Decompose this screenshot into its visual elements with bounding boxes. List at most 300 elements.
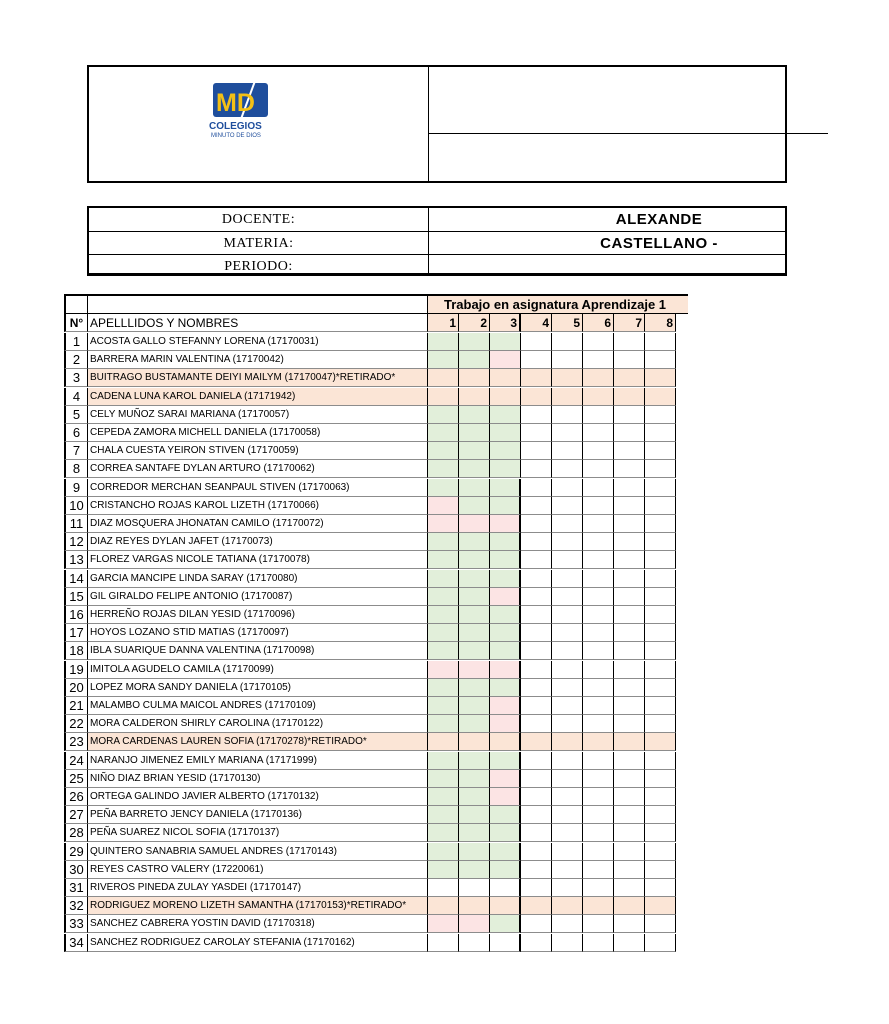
score-cell[interactable] bbox=[521, 624, 552, 642]
score-cell[interactable] bbox=[552, 497, 583, 515]
score-cell[interactable] bbox=[645, 715, 676, 733]
score-cell[interactable] bbox=[459, 679, 490, 697]
score-cell[interactable] bbox=[490, 424, 521, 442]
score-cell[interactable] bbox=[521, 369, 552, 387]
score-cell[interactable] bbox=[552, 806, 583, 824]
score-cell[interactable] bbox=[490, 715, 521, 733]
column-header-number[interactable]: N° bbox=[64, 314, 88, 332]
score-cell[interactable] bbox=[428, 824, 459, 842]
score-cell[interactable] bbox=[428, 679, 459, 697]
score-cell[interactable] bbox=[614, 388, 645, 406]
score-cell[interactable] bbox=[614, 879, 645, 897]
row-number[interactable]: 33 bbox=[64, 915, 88, 933]
score-cell[interactable] bbox=[583, 915, 614, 933]
score-cell[interactable] bbox=[521, 479, 552, 497]
row-number[interactable]: 8 bbox=[64, 460, 88, 478]
score-cell[interactable] bbox=[490, 661, 521, 679]
score-cell[interactable] bbox=[645, 824, 676, 842]
score-cell[interactable] bbox=[614, 679, 645, 697]
score-cell[interactable] bbox=[521, 588, 552, 606]
score-cell[interactable] bbox=[552, 788, 583, 806]
score-cell[interactable] bbox=[459, 661, 490, 679]
score-cell[interactable] bbox=[428, 897, 459, 915]
score-cell[interactable] bbox=[521, 424, 552, 442]
score-cell[interactable] bbox=[521, 697, 552, 715]
score-cell[interactable] bbox=[552, 624, 583, 642]
score-cell[interactable] bbox=[490, 460, 521, 478]
student-name[interactable]: CORREA SANTAFE DYLAN ARTURO (17170062) bbox=[88, 460, 428, 478]
score-cell[interactable] bbox=[490, 806, 521, 824]
score-cell[interactable] bbox=[428, 369, 459, 387]
row-number[interactable]: 15 bbox=[64, 588, 88, 606]
score-cell[interactable] bbox=[459, 588, 490, 606]
row-number[interactable]: 11 bbox=[64, 515, 88, 533]
score-cell[interactable] bbox=[583, 861, 614, 879]
score-cell[interactable] bbox=[552, 588, 583, 606]
score-cell[interactable] bbox=[583, 479, 614, 497]
score-cell[interactable] bbox=[521, 460, 552, 478]
score-cell[interactable] bbox=[614, 533, 645, 551]
student-name[interactable]: IMITOLA AGUDELO CAMILA (17170099) bbox=[88, 661, 428, 679]
student-name[interactable]: MORA CARDENAS LAUREN SOFIA (17170278)*RETIRADO* bbox=[88, 733, 428, 751]
score-cell[interactable] bbox=[552, 752, 583, 770]
score-cell[interactable] bbox=[428, 606, 459, 624]
score-cell[interactable] bbox=[552, 934, 583, 952]
score-cell[interactable] bbox=[490, 642, 521, 660]
row-number[interactable]: 1 bbox=[64, 333, 88, 351]
score-cell[interactable] bbox=[552, 570, 583, 588]
score-cell[interactable] bbox=[583, 679, 614, 697]
score-cell[interactable] bbox=[459, 824, 490, 842]
score-cell[interactable] bbox=[521, 806, 552, 824]
row-number[interactable]: 34 bbox=[64, 934, 88, 952]
score-cell[interactable] bbox=[583, 570, 614, 588]
score-cell[interactable] bbox=[614, 351, 645, 369]
score-cell[interactable] bbox=[614, 369, 645, 387]
score-cell[interactable] bbox=[521, 570, 552, 588]
score-cell[interactable] bbox=[459, 861, 490, 879]
row-number[interactable]: 5 bbox=[64, 406, 88, 424]
section-title[interactable]: Trabajo en asignatura Aprendizaje 1 bbox=[428, 294, 688, 314]
score-cell[interactable] bbox=[614, 424, 645, 442]
score-cell[interactable] bbox=[614, 642, 645, 660]
score-cell[interactable] bbox=[583, 879, 614, 897]
materia-value[interactable]: CASTELLANO - bbox=[600, 235, 718, 252]
score-cell[interactable] bbox=[614, 551, 645, 569]
score-cell[interactable] bbox=[614, 479, 645, 497]
student-name[interactable]: BARRERA MARIN VALENTINA (17170042) bbox=[88, 351, 428, 369]
score-cell[interactable] bbox=[459, 460, 490, 478]
score-cell[interactable] bbox=[428, 424, 459, 442]
score-cell[interactable] bbox=[459, 897, 490, 915]
row-number[interactable]: 4 bbox=[64, 388, 88, 406]
score-cell[interactable] bbox=[645, 388, 676, 406]
score-cell[interactable] bbox=[521, 934, 552, 952]
score-cell[interactable] bbox=[459, 515, 490, 533]
score-cell[interactable] bbox=[614, 897, 645, 915]
score-cell[interactable] bbox=[459, 770, 490, 788]
score-cell[interactable] bbox=[521, 843, 552, 861]
score-cell[interactable] bbox=[552, 879, 583, 897]
score-cell[interactable] bbox=[521, 897, 552, 915]
row-number[interactable]: 12 bbox=[64, 533, 88, 551]
score-cell[interactable] bbox=[645, 588, 676, 606]
score-cell[interactable] bbox=[490, 588, 521, 606]
score-cell[interactable] bbox=[459, 351, 490, 369]
row-number[interactable]: 31 bbox=[64, 879, 88, 897]
row-number[interactable]: 18 bbox=[64, 642, 88, 660]
student-name[interactable]: LOPEZ MORA SANDY DANIELA (17170105) bbox=[88, 679, 428, 697]
score-cell[interactable] bbox=[490, 915, 521, 933]
score-cell[interactable] bbox=[490, 369, 521, 387]
score-cell[interactable] bbox=[521, 533, 552, 551]
score-cell[interactable] bbox=[428, 351, 459, 369]
score-cell[interactable] bbox=[428, 934, 459, 952]
score-cell[interactable] bbox=[459, 551, 490, 569]
score-cell[interactable] bbox=[428, 843, 459, 861]
header-blank-cell[interactable] bbox=[88, 294, 428, 314]
score-cell[interactable] bbox=[552, 897, 583, 915]
score-cell[interactable] bbox=[428, 752, 459, 770]
score-cell[interactable] bbox=[583, 588, 614, 606]
score-cell[interactable] bbox=[614, 697, 645, 715]
score-cell[interactable] bbox=[490, 388, 521, 406]
score-cell[interactable] bbox=[459, 806, 490, 824]
score-cell[interactable] bbox=[614, 588, 645, 606]
score-cell[interactable] bbox=[614, 570, 645, 588]
score-cell[interactable] bbox=[614, 934, 645, 952]
student-name[interactable]: CHALA CUESTA YEIRON STIVEN (17170059) bbox=[88, 442, 428, 460]
student-name[interactable]: CRISTANCHO ROJAS KAROL LIZETH (17170066) bbox=[88, 497, 428, 515]
score-cell[interactable] bbox=[614, 733, 645, 751]
score-cell[interactable] bbox=[614, 606, 645, 624]
student-name[interactable]: RODRIGUEZ MORENO LIZETH SAMANTHA (17170153)*RETIRADO* bbox=[88, 897, 428, 915]
score-cell[interactable] bbox=[583, 460, 614, 478]
row-number[interactable]: 22 bbox=[64, 715, 88, 733]
row-number[interactable]: 20 bbox=[64, 679, 88, 697]
score-cell[interactable] bbox=[614, 861, 645, 879]
score-cell[interactable] bbox=[583, 388, 614, 406]
row-number[interactable]: 13 bbox=[64, 551, 88, 569]
score-cell[interactable] bbox=[428, 570, 459, 588]
score-cell[interactable] bbox=[459, 570, 490, 588]
score-cell[interactable] bbox=[459, 752, 490, 770]
score-cell[interactable] bbox=[645, 351, 676, 369]
student-name[interactable]: SANCHEZ RODRIGUEZ CAROLAY STEFANIA (17170162) bbox=[88, 934, 428, 952]
score-cell[interactable] bbox=[490, 533, 521, 551]
score-cell[interactable] bbox=[614, 661, 645, 679]
score-cell[interactable] bbox=[521, 606, 552, 624]
score-cell[interactable] bbox=[645, 424, 676, 442]
score-cell[interactable] bbox=[459, 424, 490, 442]
score-cell[interactable] bbox=[645, 934, 676, 952]
score-cell[interactable] bbox=[490, 752, 521, 770]
score-cell[interactable] bbox=[428, 788, 459, 806]
score-cell[interactable] bbox=[552, 460, 583, 478]
score-cell[interactable] bbox=[614, 915, 645, 933]
score-cell[interactable] bbox=[645, 697, 676, 715]
row-number[interactable]: 23 bbox=[64, 733, 88, 751]
student-name[interactable]: GARCIA MANCIPE LINDA SARAY (17170080) bbox=[88, 570, 428, 588]
student-name[interactable]: SANCHEZ CABRERA YOSTIN DAVID (17170318) bbox=[88, 915, 428, 933]
score-cell[interactable] bbox=[583, 606, 614, 624]
score-cell[interactable] bbox=[428, 551, 459, 569]
score-cell[interactable] bbox=[583, 806, 614, 824]
score-cell[interactable] bbox=[459, 934, 490, 952]
score-cell[interactable] bbox=[614, 497, 645, 515]
row-number[interactable]: 10 bbox=[64, 497, 88, 515]
score-cell[interactable] bbox=[645, 460, 676, 478]
score-cell[interactable] bbox=[552, 351, 583, 369]
score-cell[interactable] bbox=[645, 333, 676, 351]
score-cell[interactable] bbox=[552, 406, 583, 424]
score-cell[interactable] bbox=[645, 752, 676, 770]
score-cell[interactable] bbox=[552, 551, 583, 569]
score-cell[interactable] bbox=[459, 606, 490, 624]
score-cell[interactable] bbox=[459, 442, 490, 460]
score-cell[interactable] bbox=[552, 824, 583, 842]
row-number[interactable]: 19 bbox=[64, 661, 88, 679]
score-cell[interactable] bbox=[552, 442, 583, 460]
student-name[interactable]: RIVEROS PINEDA ZULAY YASDEI (17170147) bbox=[88, 879, 428, 897]
score-cell[interactable] bbox=[490, 733, 521, 751]
column-header-score[interactable]: 1 bbox=[428, 314, 459, 332]
row-number[interactable]: 21 bbox=[64, 697, 88, 715]
student-name[interactable]: GIL GIRALDO FELIPE ANTONIO (17170087) bbox=[88, 588, 428, 606]
score-cell[interactable] bbox=[428, 624, 459, 642]
score-cell[interactable] bbox=[490, 624, 521, 642]
score-cell[interactable] bbox=[521, 515, 552, 533]
score-cell[interactable] bbox=[459, 533, 490, 551]
student-name[interactable]: IBLA SUARIQUE DANNA VALENTINA (17170098) bbox=[88, 642, 428, 660]
score-cell[interactable] bbox=[583, 897, 614, 915]
score-cell[interactable] bbox=[490, 333, 521, 351]
score-cell[interactable] bbox=[645, 369, 676, 387]
score-cell[interactable] bbox=[552, 424, 583, 442]
score-cell[interactable] bbox=[552, 333, 583, 351]
row-number[interactable]: 24 bbox=[64, 752, 88, 770]
student-name[interactable]: BUITRAGO BUSTAMANTE DEIYI MAILYM (17170047)*RETIRADO* bbox=[88, 369, 428, 387]
score-cell[interactable] bbox=[428, 406, 459, 424]
student-name[interactable]: DIAZ REYES DYLAN JAFET (17170073) bbox=[88, 533, 428, 551]
column-header-score[interactable]: 6 bbox=[583, 314, 614, 332]
score-cell[interactable] bbox=[428, 497, 459, 515]
score-cell[interactable] bbox=[614, 843, 645, 861]
score-cell[interactable] bbox=[459, 788, 490, 806]
score-cell[interactable] bbox=[459, 497, 490, 515]
score-cell[interactable] bbox=[645, 915, 676, 933]
score-cell[interactable] bbox=[614, 715, 645, 733]
score-cell[interactable] bbox=[521, 442, 552, 460]
score-cell[interactable] bbox=[614, 333, 645, 351]
score-cell[interactable] bbox=[645, 806, 676, 824]
score-cell[interactable] bbox=[552, 697, 583, 715]
score-cell[interactable] bbox=[614, 788, 645, 806]
score-cell[interactable] bbox=[490, 934, 521, 952]
score-cell[interactable] bbox=[583, 843, 614, 861]
score-cell[interactable] bbox=[583, 515, 614, 533]
score-cell[interactable] bbox=[490, 861, 521, 879]
score-cell[interactable] bbox=[490, 897, 521, 915]
score-cell[interactable] bbox=[583, 351, 614, 369]
row-number[interactable]: 25 bbox=[64, 770, 88, 788]
score-cell[interactable] bbox=[521, 715, 552, 733]
score-cell[interactable] bbox=[583, 551, 614, 569]
score-cell[interactable] bbox=[428, 697, 459, 715]
score-cell[interactable] bbox=[459, 843, 490, 861]
row-number[interactable]: 29 bbox=[64, 843, 88, 861]
header-blank-cell[interactable] bbox=[64, 294, 88, 314]
score-cell[interactable] bbox=[428, 515, 459, 533]
score-cell[interactable] bbox=[614, 752, 645, 770]
score-cell[interactable] bbox=[490, 843, 521, 861]
score-cell[interactable] bbox=[583, 752, 614, 770]
score-cell[interactable] bbox=[521, 733, 552, 751]
score-cell[interactable] bbox=[459, 624, 490, 642]
score-cell[interactable] bbox=[490, 606, 521, 624]
score-cell[interactable] bbox=[428, 861, 459, 879]
row-number[interactable]: 2 bbox=[64, 351, 88, 369]
score-cell[interactable] bbox=[552, 369, 583, 387]
score-cell[interactable] bbox=[552, 915, 583, 933]
score-cell[interactable] bbox=[428, 479, 459, 497]
column-header-score[interactable]: 7 bbox=[614, 314, 645, 332]
student-name[interactable]: CORREDOR MERCHAN SEANPAUL STIVEN (17170063) bbox=[88, 479, 428, 497]
docente-value[interactable]: ALEXANDE bbox=[615, 211, 703, 228]
score-cell[interactable] bbox=[552, 733, 583, 751]
student-name[interactable]: HOYOS LOZANO STID MATIAS (17170097) bbox=[88, 624, 428, 642]
score-cell[interactable] bbox=[552, 606, 583, 624]
score-cell[interactable] bbox=[645, 497, 676, 515]
score-cell[interactable] bbox=[552, 479, 583, 497]
score-cell[interactable] bbox=[645, 642, 676, 660]
student-name[interactable]: MORA CALDERON SHIRLY CAROLINA (17170122) bbox=[88, 715, 428, 733]
score-cell[interactable] bbox=[521, 551, 552, 569]
score-cell[interactable] bbox=[645, 879, 676, 897]
score-cell[interactable] bbox=[521, 661, 552, 679]
score-cell[interactable] bbox=[645, 624, 676, 642]
score-cell[interactable] bbox=[521, 770, 552, 788]
student-name[interactable]: ACOSTA GALLO STEFANNY LORENA (17170031) bbox=[88, 333, 428, 351]
row-number[interactable]: 28 bbox=[64, 824, 88, 842]
score-cell[interactable] bbox=[552, 861, 583, 879]
score-cell[interactable] bbox=[614, 824, 645, 842]
score-cell[interactable] bbox=[583, 661, 614, 679]
score-cell[interactable] bbox=[521, 406, 552, 424]
score-cell[interactable] bbox=[459, 388, 490, 406]
score-cell[interactable] bbox=[645, 570, 676, 588]
score-cell[interactable] bbox=[428, 715, 459, 733]
row-number[interactable]: 9 bbox=[64, 479, 88, 497]
score-cell[interactable] bbox=[521, 351, 552, 369]
score-cell[interactable] bbox=[490, 679, 521, 697]
score-cell[interactable] bbox=[583, 442, 614, 460]
score-cell[interactable] bbox=[645, 733, 676, 751]
column-header-score[interactable]: 4 bbox=[521, 314, 552, 332]
score-cell[interactable] bbox=[459, 406, 490, 424]
score-cell[interactable] bbox=[428, 661, 459, 679]
score-cell[interactable] bbox=[552, 661, 583, 679]
score-cell[interactable] bbox=[645, 515, 676, 533]
score-cell[interactable] bbox=[583, 369, 614, 387]
score-cell[interactable] bbox=[490, 788, 521, 806]
score-cell[interactable] bbox=[521, 879, 552, 897]
student-name[interactable]: PEÑA SUAREZ NICOL SOFIA (17170137) bbox=[88, 824, 428, 842]
score-cell[interactable] bbox=[645, 770, 676, 788]
score-cell[interactable] bbox=[490, 442, 521, 460]
row-number[interactable]: 32 bbox=[64, 897, 88, 915]
score-cell[interactable] bbox=[583, 533, 614, 551]
score-cell[interactable] bbox=[490, 551, 521, 569]
score-cell[interactable] bbox=[552, 679, 583, 697]
score-cell[interactable] bbox=[614, 624, 645, 642]
row-number[interactable]: 17 bbox=[64, 624, 88, 642]
row-number[interactable]: 6 bbox=[64, 424, 88, 442]
score-cell[interactable] bbox=[583, 788, 614, 806]
score-cell[interactable] bbox=[645, 661, 676, 679]
score-cell[interactable] bbox=[428, 915, 459, 933]
score-cell[interactable] bbox=[521, 388, 552, 406]
score-cell[interactable] bbox=[552, 770, 583, 788]
score-cell[interactable] bbox=[583, 333, 614, 351]
student-name[interactable]: NARANJO JIMENEZ EMILY MARIANA (17171999) bbox=[88, 752, 428, 770]
score-cell[interactable] bbox=[645, 679, 676, 697]
score-cell[interactable] bbox=[521, 824, 552, 842]
column-header-names[interactable]: APELLLIDOS Y NOMBRES bbox=[88, 314, 428, 332]
score-cell[interactable] bbox=[459, 879, 490, 897]
score-cell[interactable] bbox=[645, 897, 676, 915]
row-number[interactable]: 3 bbox=[64, 369, 88, 387]
score-cell[interactable] bbox=[521, 497, 552, 515]
student-name[interactable]: DIAZ MOSQUERA JHONATAN CAMILO (17170072) bbox=[88, 515, 428, 533]
score-cell[interactable] bbox=[645, 442, 676, 460]
row-number[interactable]: 26 bbox=[64, 788, 88, 806]
score-cell[interactable] bbox=[428, 588, 459, 606]
score-cell[interactable] bbox=[428, 806, 459, 824]
score-cell[interactable] bbox=[583, 934, 614, 952]
score-cell[interactable] bbox=[552, 533, 583, 551]
score-cell[interactable] bbox=[490, 879, 521, 897]
student-name[interactable]: MALAMBO CULMA MAICOL ANDRES (17170109) bbox=[88, 697, 428, 715]
score-cell[interactable] bbox=[521, 861, 552, 879]
score-cell[interactable] bbox=[552, 642, 583, 660]
score-cell[interactable] bbox=[552, 515, 583, 533]
score-cell[interactable] bbox=[428, 642, 459, 660]
score-cell[interactable] bbox=[490, 770, 521, 788]
score-cell[interactable] bbox=[428, 770, 459, 788]
score-cell[interactable] bbox=[583, 642, 614, 660]
student-name[interactable]: CADENA LUNA KAROL DANIELA (17171942) bbox=[88, 388, 428, 406]
student-name[interactable]: REYES CASTRO VALERY (17220061) bbox=[88, 861, 428, 879]
score-cell[interactable] bbox=[583, 770, 614, 788]
student-name[interactable]: CEPEDA ZAMORA MICHELL DANIELA (17170058) bbox=[88, 424, 428, 442]
score-cell[interactable] bbox=[583, 824, 614, 842]
score-cell[interactable] bbox=[459, 369, 490, 387]
score-cell[interactable] bbox=[552, 388, 583, 406]
column-header-score[interactable]: 3 bbox=[490, 314, 521, 332]
score-cell[interactable] bbox=[428, 333, 459, 351]
row-number[interactable]: 30 bbox=[64, 861, 88, 879]
score-cell[interactable] bbox=[459, 715, 490, 733]
student-name[interactable]: PEÑA BARRETO JENCY DANIELA (17170136) bbox=[88, 806, 428, 824]
score-cell[interactable] bbox=[614, 515, 645, 533]
score-cell[interactable] bbox=[645, 843, 676, 861]
score-cell[interactable] bbox=[428, 733, 459, 751]
score-cell[interactable] bbox=[552, 715, 583, 733]
score-cell[interactable] bbox=[459, 333, 490, 351]
column-header-score[interactable]: 8 bbox=[645, 314, 676, 332]
row-number[interactable]: 14 bbox=[64, 570, 88, 588]
